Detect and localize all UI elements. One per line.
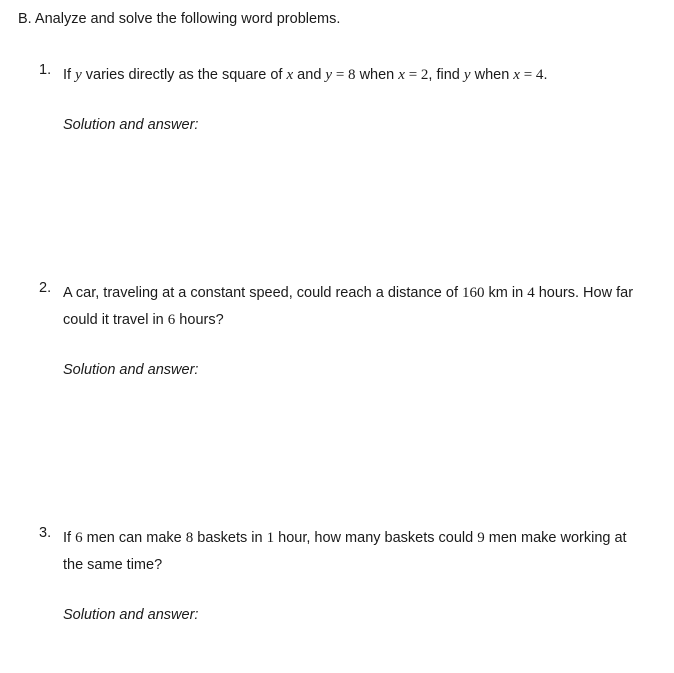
problem-text: A car, traveling at a constant speed, could reach a distance of 160 km in 4 hours. How far could it travel in 6 hours? bbox=[63, 285, 634, 328]
solution-label: Solution and answer: bbox=[63, 607, 199, 623]
problem-text: If 6 men can make 8 baskets in 1 hour, how many baskets could 9 men make working at the same time? bbox=[63, 530, 627, 573]
problem-number: 3. bbox=[39, 525, 52, 541]
solution-label: Solution and answer: bbox=[63, 362, 199, 378]
problem-number: 1. bbox=[39, 62, 52, 78]
problem-text: If y varies directly as the square of x and y = 8 when x = 2, find y when x = 4. bbox=[63, 67, 548, 83]
problem-number: 2. bbox=[39, 280, 52, 296]
solution-label: Solution and answer: bbox=[63, 117, 199, 133]
section-heading: B. Analyze and solve the following word problems. bbox=[18, 11, 341, 27]
